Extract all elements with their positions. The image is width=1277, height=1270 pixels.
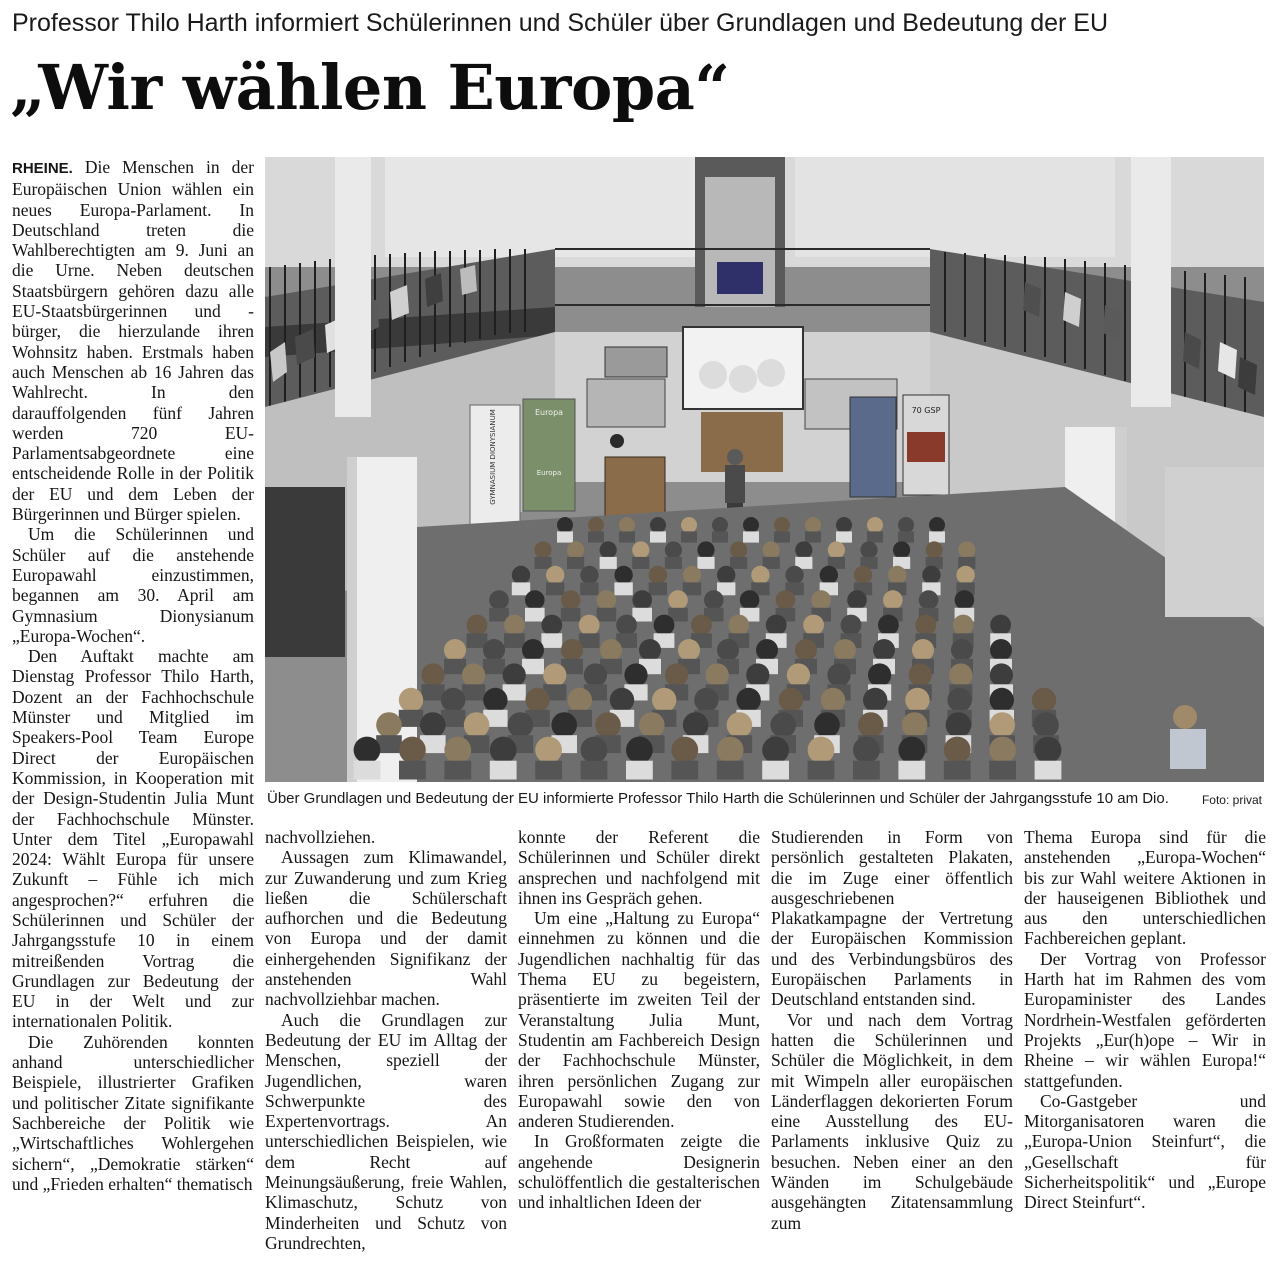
article-paragraph: Den Auftakt machte am Dienstag Professor Thilo Harth, Dozent an der Fachhochschule Münster und Mitglied im Speakers-Pool Team Europe Direct der Europäischen Kommission, in Kooperation mit der Design-Studentin Julia Munt der Fachhochschule Münster. Unter dem Titel „Europawahl 2024: Wählt Europa für unsere Zukunft – Fühle ich mich angesprochen?“ erfuhren die Schülerinnen und Schüler der Jahrgangsstufe 10 in einem mitreißenden Vortrag die Grundlagen zur Bedeutung der EU in der Welt und zur internationalen Politik. xyxy=(12,646,254,1032)
audience-member xyxy=(420,712,446,738)
audience-member xyxy=(743,517,759,533)
article-column-1 xyxy=(12,157,254,1257)
audience-member xyxy=(683,712,709,738)
audience-member-body xyxy=(619,531,635,542)
audience-member xyxy=(546,566,564,584)
audience-member xyxy=(541,615,562,636)
article-paragraph: Aussagen zum Klimawandel, zur Zuwanderung und zum Krieg ließen die Schülerschaft aufhorchen und die Bedeutung von Europa und der damit einhergehenden Signifikanz der anstehenden Wahl nachvollziehbar machen. xyxy=(265,847,507,1010)
article-paragraph: In Großformaten zeigte die angehende Designerin schulöffentlich die gestalterischen und inhaltlichen Ideen der xyxy=(518,1131,760,1213)
audience-member xyxy=(947,688,971,712)
audience-member-body xyxy=(808,761,835,780)
article-column-5 xyxy=(1024,827,1266,1213)
audience-member xyxy=(905,688,929,712)
audience-member xyxy=(860,541,877,558)
audience-member xyxy=(626,737,653,764)
audience-member xyxy=(785,566,803,584)
audience-member xyxy=(827,663,850,686)
audience-member xyxy=(624,663,647,686)
audience-member xyxy=(444,737,471,764)
audience-member xyxy=(858,712,884,738)
audience-member xyxy=(490,737,517,764)
article-paragraph: Auch die Grundlagen zur Bedeutung der EU im Alltag der Menschen, speziell der Jugendlichen, waren Schwerpunkte des Expertenvortrags. An unterschiedlichen Beispielen, wie dem Recht auf Meinungsäußerung, freie Wahlen, Klimaschutz, Schutz von Minderheiten und Schutz von Grundrechten, xyxy=(265,1009,507,1253)
audience-member xyxy=(561,639,583,661)
audience-member xyxy=(683,566,701,584)
audience-member xyxy=(706,663,729,686)
audience-member xyxy=(736,688,760,712)
article-paragraph: Um eine „Haltung zu Europa“ einnehmen zu können und die Jugendlichen nachhaltig für das Thema EU zu begeistern, präsentierte im zweiten Teil der Veranstaltung Julia Munt, Studentin am Fachbereich Design der Fachhochschule Münster, ihren persönlichen Zugang zur Europawahl sowie den von anderen Studierenden. xyxy=(518,908,760,1132)
audience-member-body xyxy=(580,582,598,595)
audience-member xyxy=(421,663,444,686)
audience-member xyxy=(926,541,943,558)
audience-member-body xyxy=(597,608,617,622)
audience-member xyxy=(902,712,928,738)
article-column-2 xyxy=(265,827,507,1253)
audience-member xyxy=(600,541,617,558)
banner-right-label: Europa xyxy=(534,408,564,417)
audience-member xyxy=(632,590,652,610)
audience-member xyxy=(444,639,466,661)
audience-member xyxy=(584,663,607,686)
audience-member-body xyxy=(665,557,682,569)
audience-member xyxy=(873,639,895,661)
audience-member xyxy=(503,663,526,686)
audience-member xyxy=(888,566,906,584)
audience-member-body xyxy=(567,557,584,569)
audience-member xyxy=(712,517,728,533)
banner-left-label: GYMNASIUM DIONYSIANUM xyxy=(489,409,497,505)
audience-member-body xyxy=(743,531,759,542)
audience-member-body xyxy=(762,761,789,780)
audience-member-body xyxy=(649,582,667,595)
audience-member xyxy=(836,517,852,533)
audience-member xyxy=(740,590,760,610)
audience-member xyxy=(639,639,661,661)
audience-member xyxy=(953,615,974,636)
article-paragraph: nachvollziehen. xyxy=(265,827,376,847)
audience-member xyxy=(834,639,856,661)
audience-member-body xyxy=(712,531,728,542)
audience-member-body xyxy=(853,761,880,780)
audience-member-body xyxy=(512,582,530,595)
audience-member-body xyxy=(989,761,1016,780)
audience-member xyxy=(811,590,831,610)
audience-member xyxy=(803,615,824,636)
article-paragraph: Co-Gastgeber und Mitorganisatoren waren die „Europa-Union Steinfurt“, die „Gesellschaft für Sicherheitspolitik“ und „Europe Direct Steinfurt“. xyxy=(1024,1090,1266,1213)
audience-member xyxy=(919,590,939,610)
audience-member-body xyxy=(867,531,883,542)
audience-member xyxy=(632,541,649,558)
audience-member xyxy=(525,688,549,712)
audience-member xyxy=(727,712,753,738)
audience-member xyxy=(581,737,608,764)
audience-member-body xyxy=(898,761,925,780)
audience-member xyxy=(579,615,600,636)
audience-member xyxy=(561,590,581,610)
audience-member xyxy=(568,688,592,712)
audience-member-body xyxy=(421,684,444,700)
article-paragraph: Thema Europa sind für die anstehenden „Europa-Wochen“ bis zur Wahl weitere Aktionen in der hauseigenen Bibliothek und aus den unterschiedlichen Fachbereichen geplant. xyxy=(1024,827,1266,949)
audience-member xyxy=(600,639,622,661)
audience-member xyxy=(467,615,488,636)
audience-member-body xyxy=(504,633,525,648)
article-paragraph: Studierenden in Form von persönlich gestalteten Plakaten, die im Zuge einer öffentlich ausgeschriebenen Plakatkampagne der Vertretung der Europäischen Kommission und des Verbindungsbüros des Europäischen Parlaments in Deutschland entstanden sind. xyxy=(771,827,1013,1010)
audience-member xyxy=(776,590,796,610)
audience-member xyxy=(730,541,747,558)
audience-member xyxy=(751,566,769,584)
article-column-4 xyxy=(771,827,1013,1233)
audience-member xyxy=(929,517,945,533)
audience-member-body xyxy=(444,761,471,780)
dateline: RHEINE. xyxy=(12,160,73,177)
audience-member xyxy=(820,566,838,584)
audience-member xyxy=(814,712,840,738)
audience-member xyxy=(508,712,534,738)
audience-member-body xyxy=(632,557,649,569)
audience-member xyxy=(671,737,698,764)
audience-member xyxy=(697,541,714,558)
audience-member xyxy=(956,566,974,584)
audience-member xyxy=(990,688,1014,712)
audience-member-body xyxy=(581,761,608,780)
audience-member xyxy=(990,663,1013,686)
audience-member-body xyxy=(898,531,914,542)
audience-member-body xyxy=(650,531,666,542)
audience-member xyxy=(728,615,749,636)
photo-caption xyxy=(265,788,1264,810)
audience-member xyxy=(639,712,665,738)
audience-member xyxy=(551,712,577,738)
audience-member xyxy=(543,663,566,686)
audience-member xyxy=(614,566,632,584)
audience-member xyxy=(694,688,718,712)
audience-member xyxy=(654,615,675,636)
audience-member-body xyxy=(541,633,562,648)
audience-member xyxy=(665,663,688,686)
audience-member xyxy=(665,541,682,558)
audience-member xyxy=(567,541,584,558)
audience-member xyxy=(779,688,803,712)
audience-member-body xyxy=(697,557,714,569)
audience-member xyxy=(762,737,789,764)
photo-credit: Foto: privat xyxy=(1201,793,1262,807)
article-photo xyxy=(265,157,1264,782)
banner-gsp-label: 70 GSP xyxy=(911,406,941,415)
audience-member xyxy=(883,590,903,610)
audience-member xyxy=(893,541,910,558)
article-paragraph: Der Vortrag von Professor Harth hat im Rahmen des vom Europaminister des Landes Nordrhein-Westfalen geförderten Projekts „Eur(h)ope – Wir in Rheine – wir wählen Europa!“ stattgefunden. xyxy=(1024,948,1266,1091)
audience-member-body xyxy=(1035,761,1062,780)
audience-member-body xyxy=(600,557,617,569)
audience-member xyxy=(668,590,688,610)
audience-member xyxy=(483,639,505,661)
audience-member-body xyxy=(557,531,573,542)
audience-member xyxy=(595,712,621,738)
audience-member xyxy=(951,639,973,661)
audience-member xyxy=(898,517,914,533)
audience-member-body xyxy=(490,761,517,780)
audience-member xyxy=(808,737,835,764)
audience-member xyxy=(821,688,845,712)
audience-member xyxy=(717,737,744,764)
audience-member xyxy=(535,737,562,764)
audience-member xyxy=(399,688,423,712)
audience-member xyxy=(717,566,735,584)
audience-member xyxy=(989,712,1015,738)
article-paragraph: Die Zuhörenden konnten anhand unterschiedlicher Beispiele, illustrierter Grafiken und politischer Zitate signifikante Sachbereiche der Politik wie „Wirtschaftliches Wohlergehen sichern“, „Demokratie stärken“ und „Frieden erhalten“ thematisch xyxy=(12,1031,254,1194)
audience-member xyxy=(354,737,381,764)
audience-member-body xyxy=(763,557,780,569)
audience-member-body xyxy=(399,761,426,780)
audience-member-body xyxy=(774,531,790,542)
audience-member xyxy=(805,517,821,533)
audience-member-body xyxy=(836,531,852,542)
audience-member xyxy=(828,541,845,558)
audience-member-body xyxy=(483,659,505,674)
audience-member xyxy=(756,639,778,661)
article-column-3 xyxy=(518,827,760,1213)
audience-member xyxy=(766,615,787,636)
caption-text: Über Grundlagen und Bedeutung der EU informierte Professor Thilo Harth die Schülerinnen und Schüler der Jahrgangsstufe 10 am Dio. xyxy=(267,790,1169,807)
audience-member-body xyxy=(683,582,701,595)
audience-member-body xyxy=(535,761,562,780)
audience-member xyxy=(619,517,635,533)
audience-member xyxy=(853,737,880,764)
article-paragraph: Um die Schülerinnen und Schüler auf die anstehende Europawahl einzustimmen, begannen am 30. April am Gymnasium Dionysianum „Europa-Wochen“. xyxy=(12,524,254,646)
audience-member xyxy=(898,737,925,764)
audience-member xyxy=(678,639,700,661)
audience-member xyxy=(717,639,739,661)
audience-member-body xyxy=(671,761,698,780)
audience-member xyxy=(1033,712,1059,738)
audience-member xyxy=(946,712,972,738)
audience-member xyxy=(763,541,780,558)
audience-member xyxy=(922,566,940,584)
article-paragraph: Vor und nach dem Vortrag hatten die Schülerinnen und Schüler die Möglichkeit, in dem mit Wimpeln aller europäischen Länderflaggen dekorierten Forum eine Ausstellung des EU-Parlaments inklusive Quiz zu besuchen. Neben einer an den Wänden im Schulgebäude ausgehängten Zitatensammlung zum xyxy=(771,1009,1013,1233)
audience-member xyxy=(588,517,604,533)
audience-member-body xyxy=(944,761,971,780)
audience-member-body xyxy=(681,531,697,542)
audience-member xyxy=(649,566,667,584)
audience-member xyxy=(787,663,810,686)
audience-member xyxy=(774,517,790,533)
audience-member xyxy=(841,615,862,636)
audience-member xyxy=(915,615,936,636)
paragraph-text: Die Menschen in der Europäischen Union wählen ein neues Europa-Parlament. In Deutschland treten die Wahlberechtigten am 9. Juni an die Urne. Neben deutschen Staatsbürgern gehören dazu alle EU-Staatsbürgerinnen und -bürger, die hierzulande ihren Wohnsitz haben. Erstmals haben auch Menschen ab 16 Jahren das Wahlrecht. In den darauffolgenden fünf Jahren werden 720 EU-Parlamentsabgeordnete eine entscheidende Rolle in der Politik der EU und dem Leben der Bürgerinnen und Bürger spielen. xyxy=(12,157,254,525)
audience-member-body xyxy=(929,531,945,542)
audience-member-body xyxy=(805,531,821,542)
audience-member-body xyxy=(354,761,381,780)
audience-member xyxy=(795,541,812,558)
audience-member xyxy=(868,663,891,686)
audience-member xyxy=(522,639,544,661)
audience-member xyxy=(441,688,465,712)
audience-member-body xyxy=(462,684,485,700)
audience-member xyxy=(795,639,817,661)
audience-member xyxy=(854,566,872,584)
audience-member xyxy=(512,566,530,584)
audience-member xyxy=(525,590,545,610)
audience-member xyxy=(650,517,666,533)
audience-member xyxy=(691,615,712,636)
audience-member-body xyxy=(561,608,581,622)
article-headline: „Wir wählen Europa“ xyxy=(10,51,730,124)
audience-member-body xyxy=(534,557,551,569)
audience-member xyxy=(376,712,402,738)
audience-member xyxy=(955,590,975,610)
audience-member-body xyxy=(588,531,604,542)
article-paragraph xyxy=(12,157,254,524)
article-kicker: Professor Thilo Harth informiert Schülerinnen und Schüler über Grundlagen und Bedeutung der EU xyxy=(12,9,1109,37)
audience-member-body xyxy=(614,582,632,595)
banner-right-sublabel: Europa xyxy=(536,469,562,477)
audience-member-body xyxy=(717,761,744,780)
audience-member-body xyxy=(399,710,423,727)
audience-member xyxy=(909,663,932,686)
audience-member-body xyxy=(626,761,653,780)
audience-member xyxy=(867,517,883,533)
audience-member xyxy=(746,663,769,686)
audience-member xyxy=(504,615,525,636)
audience-member xyxy=(652,688,676,712)
audience-member-body xyxy=(546,582,564,595)
audience-member xyxy=(770,712,796,738)
audience-member xyxy=(863,688,887,712)
audience-member xyxy=(399,737,426,764)
audience-member xyxy=(878,615,899,636)
audience-member xyxy=(958,541,975,558)
audience-member xyxy=(681,517,697,533)
audience-member xyxy=(847,590,867,610)
audience-member-body xyxy=(730,557,747,569)
audience-member xyxy=(534,541,551,558)
audience-member xyxy=(989,737,1016,764)
audience-member xyxy=(610,688,634,712)
audience-member xyxy=(990,615,1011,636)
audience-member xyxy=(580,566,598,584)
audience-member xyxy=(949,663,972,686)
audience-member xyxy=(489,590,509,610)
audience-member xyxy=(1035,737,1062,764)
audience-member xyxy=(616,615,637,636)
audience-member xyxy=(464,712,490,738)
audience-member xyxy=(557,517,573,533)
article-paragraph: konnte der Referent die Schülerinnen und Schüler direkt ansprechen und nachfolgend mit ihnen ins Gespräch gehen. xyxy=(518,827,760,908)
audience-member-body xyxy=(525,608,545,622)
audience-member xyxy=(990,639,1012,661)
audience-member xyxy=(944,737,971,764)
audience-member xyxy=(912,639,934,661)
audience-member xyxy=(462,663,485,686)
audience-member xyxy=(597,590,617,610)
audience-member xyxy=(1032,688,1056,712)
audience-member xyxy=(704,590,724,610)
audience-member xyxy=(483,688,507,712)
